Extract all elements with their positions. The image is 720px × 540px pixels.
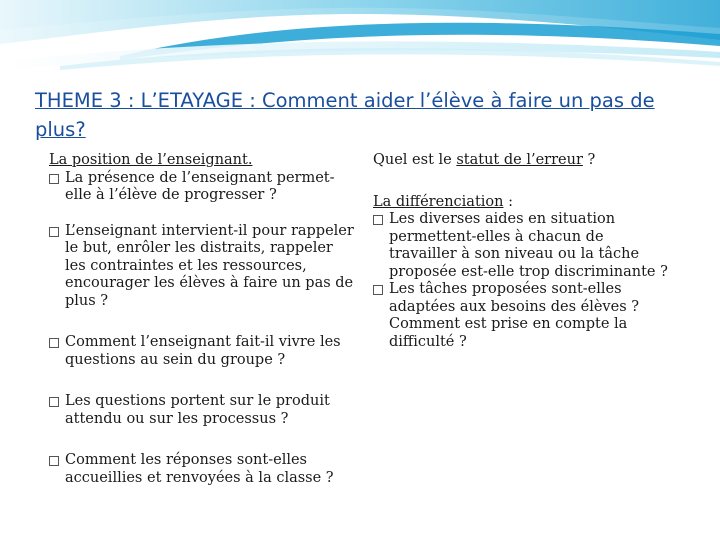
checkbox-bullet-icon <box>49 174 59 184</box>
checkbox-bullet-icon <box>373 285 383 295</box>
error-status-question: Quel est le statut de l’erreur ? <box>373 152 596 168</box>
right-column <box>373 152 673 351</box>
checkbox-bullet-icon <box>49 397 59 407</box>
checkbox-bullet-icon <box>373 215 383 225</box>
list-item: Comment l’enseignant fait-il vivre les questions au sein du groupe ? <box>49 334 354 369</box>
checkbox-bullet-icon <box>49 456 59 466</box>
list-item: L’enseignant intervient-il pour rappeler le but, enrôler les distraits, rappeler les contraintes et les ressources, encourager les élèves à faire un pas de plus ? <box>49 223 354 311</box>
list-item: Les diverses aides en situation permettent-elles à chacun de travailler à son niveau ou la tâche proposée est-elle trop discriminante ? <box>373 211 673 281</box>
list-item: La présence de l’enseignant permet-elle à l’élève de progresser ? <box>49 170 354 205</box>
list-item: Les questions portent sur le produit attendu ou sur les processus ? <box>49 393 354 428</box>
teacher-position-heading: La position de l’enseignant. <box>49 152 253 168</box>
slide-title: THEME 3 : L’ETAYAGE : Comment aider l’élève à faire un pas de plus? <box>35 89 655 141</box>
checkbox-bullet-icon <box>49 227 59 237</box>
left-column <box>49 152 354 487</box>
checkbox-bullet-icon <box>49 338 59 348</box>
list-item: Les tâches proposées sont-elles adaptées aux besoins des élèves ? Comment est prise en compte la difficulté ? <box>373 281 673 351</box>
decorative-wave-banner <box>0 0 720 80</box>
list-item: Comment les réponses sont-elles accueillies et renvoyées à la classe ? <box>49 452 354 487</box>
differentiation-heading: La différenciation : <box>373 193 513 210</box>
